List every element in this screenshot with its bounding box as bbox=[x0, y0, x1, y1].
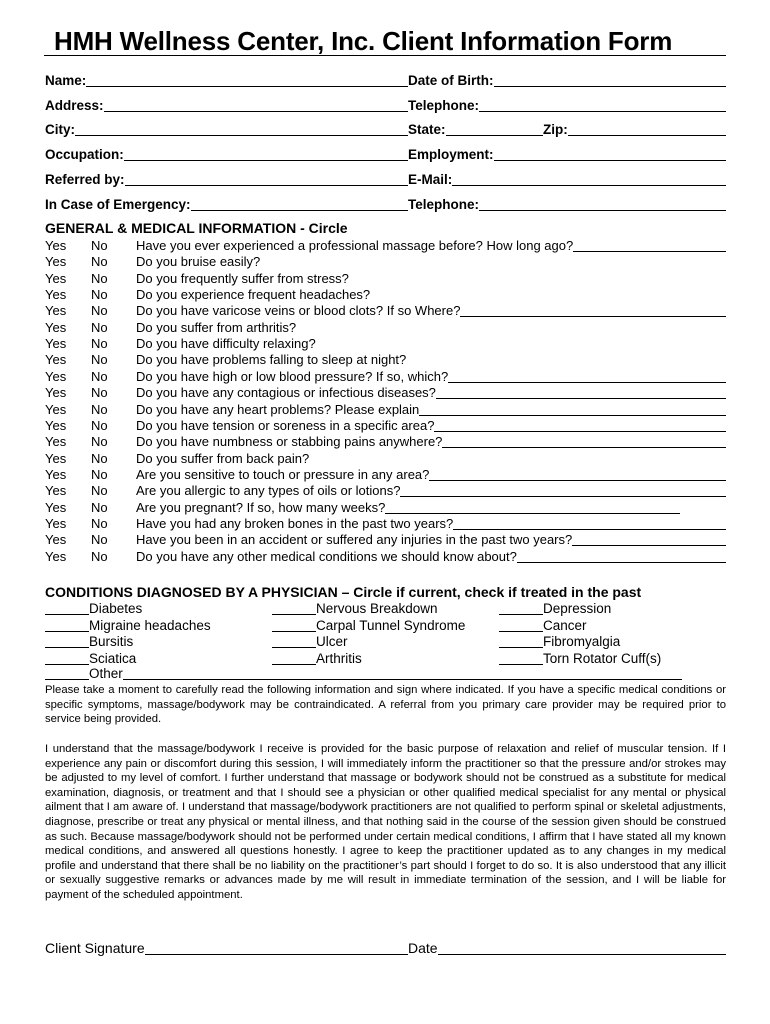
condition-label: Carpal Tunnel Syndrome bbox=[316, 617, 466, 633]
answer-line[interactable] bbox=[517, 549, 726, 563]
question-text: Do you have problems falling to sleep at night? bbox=[136, 352, 407, 368]
yes-option[interactable]: Yes bbox=[45, 515, 67, 531]
row-city-state-zip bbox=[45, 121, 726, 139]
condition-item[interactable] bbox=[45, 601, 142, 617]
emergency-label: In Case of Emergency: bbox=[45, 197, 191, 212]
dob-label: Date of Birth: bbox=[408, 73, 494, 88]
date-field[interactable] bbox=[408, 938, 726, 958]
answer-line[interactable] bbox=[572, 532, 726, 546]
telephone-line[interactable] bbox=[479, 97, 726, 112]
yes-option[interactable]: Yes bbox=[45, 287, 67, 303]
condition-check-line[interactable] bbox=[45, 634, 89, 648]
condition-item[interactable] bbox=[272, 634, 348, 650]
date-label: Date bbox=[408, 940, 438, 956]
zip-line[interactable] bbox=[568, 121, 726, 136]
question bbox=[136, 418, 726, 434]
condition-check-line[interactable] bbox=[272, 618, 316, 632]
no-option[interactable]: No bbox=[91, 515, 108, 531]
conditions-section-heading: CONDITIONS DIAGNOSED BY A PHYSICIAN – Circle if current, check if treated in the past bbox=[45, 584, 642, 600]
emergency-line[interactable] bbox=[191, 196, 408, 211]
address-line[interactable] bbox=[104, 97, 408, 112]
question bbox=[136, 434, 726, 450]
question-row bbox=[45, 467, 726, 483]
email-label: E-Mail: bbox=[408, 172, 453, 187]
zip-field[interactable] bbox=[543, 121, 726, 139]
name-line[interactable] bbox=[86, 72, 408, 87]
no-option[interactable]: No bbox=[91, 270, 108, 286]
city-field[interactable] bbox=[45, 121, 408, 139]
condition-item[interactable] bbox=[45, 651, 136, 667]
yes-option[interactable]: Yes bbox=[45, 385, 67, 401]
condition-item[interactable] bbox=[45, 618, 211, 634]
question-row bbox=[45, 238, 726, 254]
yes-option[interactable]: Yes bbox=[45, 401, 67, 417]
question bbox=[136, 369, 726, 385]
condition-check-line[interactable] bbox=[499, 601, 543, 615]
dob-field[interactable] bbox=[408, 72, 726, 90]
question bbox=[136, 238, 726, 254]
condition-label: Depression bbox=[543, 601, 612, 616]
row-name-dob bbox=[45, 72, 726, 90]
employment-label: Employment: bbox=[408, 147, 494, 162]
answer-line[interactable] bbox=[436, 385, 726, 399]
name-field[interactable] bbox=[45, 72, 408, 90]
question bbox=[136, 303, 726, 319]
question-text: Do you have numbness or stabbing pains anywhere? bbox=[136, 434, 443, 450]
occupation-field[interactable] bbox=[45, 146, 408, 164]
condition-item[interactable] bbox=[499, 634, 620, 650]
yes-option[interactable]: Yes bbox=[45, 368, 67, 384]
condition-check-line[interactable] bbox=[45, 651, 89, 665]
yes-option[interactable]: Yes bbox=[45, 319, 67, 335]
client-signature-label: Client Signature bbox=[45, 940, 145, 956]
condition-item[interactable] bbox=[272, 618, 465, 634]
condition-item[interactable] bbox=[499, 618, 587, 634]
condition-other-label: Other bbox=[89, 666, 123, 681]
address-label: Address: bbox=[45, 98, 104, 113]
signature-row bbox=[45, 938, 726, 958]
no-option[interactable]: No bbox=[91, 466, 108, 482]
condition-label: Migraine headaches bbox=[89, 617, 211, 633]
employment-line[interactable] bbox=[494, 146, 726, 161]
question-row bbox=[45, 287, 726, 303]
row-address-telephone bbox=[45, 97, 726, 115]
condition-item[interactable] bbox=[499, 651, 661, 667]
question-row bbox=[45, 303, 726, 319]
yes-option[interactable]: Yes bbox=[45, 254, 67, 270]
question-row bbox=[45, 532, 726, 548]
telephone-field[interactable] bbox=[408, 97, 726, 115]
question-text: Have you been in an accident or suffered any injuries in the past two years? bbox=[136, 532, 573, 548]
no-option[interactable]: No bbox=[91, 483, 108, 499]
condition-label: Nervous Breakdown bbox=[316, 601, 438, 616]
question bbox=[136, 385, 726, 401]
question-row bbox=[45, 402, 726, 418]
client-signature-field[interactable] bbox=[45, 938, 408, 958]
no-option[interactable]: No bbox=[91, 417, 108, 433]
no-option[interactable]: No bbox=[91, 450, 108, 466]
condition-check-line[interactable] bbox=[45, 618, 89, 632]
no-option[interactable]: No bbox=[91, 319, 108, 335]
question-row bbox=[45, 385, 726, 401]
condition-item[interactable] bbox=[272, 651, 362, 667]
question bbox=[136, 483, 726, 499]
condition-other-line[interactable] bbox=[123, 666, 682, 680]
no-option[interactable]: No bbox=[91, 548, 108, 564]
condition-label: Ulcer bbox=[316, 634, 348, 649]
date-line[interactable] bbox=[438, 938, 726, 955]
yes-option[interactable]: Yes bbox=[45, 499, 67, 515]
answer-line[interactable] bbox=[400, 483, 726, 497]
condition-check-line[interactable] bbox=[272, 634, 316, 648]
yes-option[interactable]: Yes bbox=[45, 466, 67, 482]
question-row bbox=[45, 516, 726, 532]
city-label: City: bbox=[45, 122, 75, 137]
question-text: Are you pregnant? If so, how many weeks? bbox=[136, 499, 386, 515]
no-option[interactable]: No bbox=[91, 303, 108, 319]
referred-label: Referred by: bbox=[45, 172, 125, 187]
question bbox=[136, 451, 726, 467]
referred-line[interactable] bbox=[125, 171, 408, 186]
condition-check-line[interactable] bbox=[272, 651, 316, 665]
condition-label: Sciatica bbox=[89, 650, 137, 666]
condition-check-line[interactable] bbox=[499, 618, 543, 632]
no-option[interactable]: No bbox=[91, 532, 108, 548]
yes-option[interactable]: Yes bbox=[45, 336, 67, 352]
question-row bbox=[45, 271, 726, 287]
question-row bbox=[45, 336, 726, 352]
no-option[interactable]: No bbox=[91, 254, 108, 270]
condition-label: Cancer bbox=[543, 617, 587, 633]
yes-option[interactable]: Yes bbox=[45, 417, 67, 433]
yes-option[interactable]: Yes bbox=[45, 450, 67, 466]
name-label: Name: bbox=[45, 73, 87, 88]
no-option[interactable]: No bbox=[91, 434, 108, 450]
question-text: Are you allergic to any types of oils or lotions? bbox=[136, 483, 401, 499]
question-row bbox=[45, 418, 726, 434]
address-field[interactable] bbox=[45, 97, 408, 115]
yes-option[interactable]: Yes bbox=[45, 434, 67, 450]
condition-label: Arthritis bbox=[316, 650, 362, 666]
employment-field[interactable] bbox=[408, 146, 726, 164]
row-referred-email bbox=[45, 171, 726, 189]
question-text: Are you sensitive to touch or pressure in any area? bbox=[136, 466, 430, 482]
question-text: Do you suffer from back pain? bbox=[136, 450, 310, 466]
referred-field[interactable] bbox=[45, 171, 408, 189]
occupation-line[interactable] bbox=[124, 146, 408, 161]
question bbox=[136, 336, 726, 352]
agreement-paragraph: I understand that the massage/bodywork I receive is provided for the basic purpose of relaxation and relief of muscular tension. If I experience any pain or discomfort during this session, I will immediately inform the practitioner so that the pressure and/or strokes may be adjusted to my level of comfort. I further understand that massage or bodywork should not be construed as a substitute for medical examination, diagnosis, or treatment and that I should see a physician or other qualified medical specialist for any mental or physical ailment that I am aware of. I understand that massage/bodywork practitioners are not qualified to perform spinal or skeletal adjustments, diagnose, prescribe or treat any physical or mental illness, and that nothing said in the course of the session given should be construed as such. Because massage/bodywork should not be performed under certain medical conditions, I affirm that I have stated all my known medical conditions, and answered all questions honestly. I agree to keep the practitioner updated as to any changes in my medical profile and understand that there shall be no liability on the practitioner’s part should I forget to do so. It is also understood that any illicit or sexually suggestive remarks or advances made by me will result in immediate termination of the session, and I will be liable for payment of the scheduled appointment. bbox=[45, 743, 726, 901]
zip-label: Zip: bbox=[543, 122, 568, 137]
state-field[interactable] bbox=[408, 121, 543, 139]
row-occupation-employment bbox=[45, 146, 726, 164]
condition-item[interactable] bbox=[499, 601, 611, 617]
condition-label: Bursitis bbox=[89, 634, 134, 649]
question bbox=[136, 549, 726, 565]
no-option[interactable]: No bbox=[91, 238, 108, 253]
answer-line[interactable] bbox=[442, 434, 726, 448]
answer-line[interactable] bbox=[453, 516, 726, 530]
condition-item[interactable] bbox=[45, 634, 133, 650]
no-option[interactable]: No bbox=[91, 336, 108, 352]
general-section-heading: GENERAL & MEDICAL INFORMATION - Circle bbox=[45, 220, 348, 236]
question-row bbox=[45, 483, 726, 499]
question bbox=[136, 516, 726, 532]
answer-line[interactable] bbox=[419, 402, 726, 416]
state-label: State: bbox=[408, 122, 446, 137]
question-row bbox=[45, 320, 726, 336]
condition-item[interactable] bbox=[272, 601, 438, 617]
yes-option[interactable]: Yes bbox=[45, 483, 67, 499]
question bbox=[136, 467, 726, 483]
dob-line[interactable] bbox=[494, 72, 727, 87]
question-text: Do you have tension or soreness in a specific area? bbox=[136, 417, 435, 433]
question bbox=[136, 532, 726, 548]
question bbox=[136, 271, 726, 287]
question-text: Do you bruise easily? bbox=[136, 254, 261, 270]
question-row bbox=[45, 369, 726, 385]
emergency-field[interactable] bbox=[45, 196, 408, 214]
yes-option[interactable]: Yes bbox=[45, 303, 67, 319]
yes-option[interactable]: Yes bbox=[45, 532, 67, 548]
yes-option[interactable]: Yes bbox=[45, 238, 67, 253]
email-field[interactable] bbox=[408, 171, 726, 189]
question-row bbox=[45, 254, 726, 270]
no-option[interactable]: No bbox=[91, 368, 108, 384]
no-option[interactable]: No bbox=[91, 385, 108, 401]
city-line[interactable] bbox=[75, 121, 408, 136]
question bbox=[136, 287, 726, 303]
condition-check-line[interactable] bbox=[499, 651, 543, 665]
question bbox=[136, 254, 726, 270]
question bbox=[136, 500, 680, 516]
answer-line[interactable] bbox=[460, 303, 726, 317]
emergency-telephone-line[interactable] bbox=[479, 196, 726, 211]
question-text: Do you have any other medical conditions we should know about? bbox=[136, 548, 517, 564]
answer-line[interactable] bbox=[573, 238, 726, 252]
condition-label: Fibromyalgia bbox=[543, 634, 621, 649]
answer-line[interactable] bbox=[434, 418, 726, 432]
question-text: Have you ever experienced a professional massage before? How long ago? bbox=[136, 238, 574, 253]
question-text: Do you have any heart problems? Please explain bbox=[136, 401, 420, 417]
emergency-telephone-label: Telephone: bbox=[408, 197, 480, 212]
question bbox=[136, 402, 726, 418]
state-line[interactable] bbox=[446, 121, 543, 136]
condition-label: Diabetes bbox=[89, 601, 143, 616]
question-text: Do you have any contagious or infectious diseases? bbox=[136, 385, 436, 401]
question-text: Do you experience frequent headaches? bbox=[136, 287, 371, 303]
question-row bbox=[45, 434, 726, 450]
question-row bbox=[45, 549, 726, 565]
question-row bbox=[45, 500, 726, 516]
condition-check-line[interactable] bbox=[272, 601, 316, 615]
question-row bbox=[45, 451, 726, 467]
condition-label: Torn Rotator Cuff(s) bbox=[543, 650, 662, 666]
no-option[interactable]: No bbox=[91, 287, 108, 303]
occupation-label: Occupation: bbox=[45, 147, 124, 162]
email-line[interactable] bbox=[452, 171, 726, 186]
question-row bbox=[45, 352, 726, 368]
question-text: Do you have difficulty relaxing? bbox=[136, 336, 316, 352]
notice-paragraph: Please take a moment to carefully read the following information and sign where indicated. If you have a specific medical conditions or specific symptoms, massage/bodywork may be contraindicated. A referral from you primary care provider may be required prior to service being provided. bbox=[45, 684, 726, 726]
yes-option[interactable]: Yes bbox=[45, 548, 67, 564]
condition-check-line[interactable] bbox=[45, 601, 89, 615]
question bbox=[136, 352, 726, 368]
answer-line[interactable] bbox=[429, 467, 726, 481]
yes-option[interactable]: Yes bbox=[45, 352, 67, 368]
condition-check-line[interactable] bbox=[499, 634, 543, 648]
question-text: Do you have high or low blood pressure? If so, which? bbox=[136, 368, 449, 384]
question-text: Do you have varicose veins or blood clots? If so Where? bbox=[136, 303, 461, 319]
no-option[interactable]: No bbox=[91, 401, 108, 417]
question-text: Do you suffer from arthritis? bbox=[136, 319, 297, 335]
condition-check-line[interactable] bbox=[45, 666, 89, 680]
answer-line[interactable] bbox=[448, 369, 726, 383]
no-option[interactable]: No bbox=[91, 499, 108, 515]
question bbox=[136, 320, 726, 336]
client-signature-line[interactable] bbox=[145, 938, 408, 955]
question-text: Have you had any broken bones in the past two years? bbox=[136, 515, 454, 531]
yes-option[interactable]: Yes bbox=[45, 270, 67, 286]
answer-line[interactable] bbox=[385, 500, 680, 514]
emergency-telephone-field[interactable] bbox=[408, 196, 726, 214]
row-emergency-telephone bbox=[45, 196, 726, 214]
condition-other[interactable] bbox=[45, 666, 682, 682]
question-text: Do you frequently suffer from stress? bbox=[136, 270, 349, 286]
telephone-label: Telephone: bbox=[408, 98, 480, 113]
no-option[interactable]: No bbox=[91, 352, 108, 368]
form-title: HMH Wellness Center, Inc. Client Information Form bbox=[44, 26, 726, 56]
